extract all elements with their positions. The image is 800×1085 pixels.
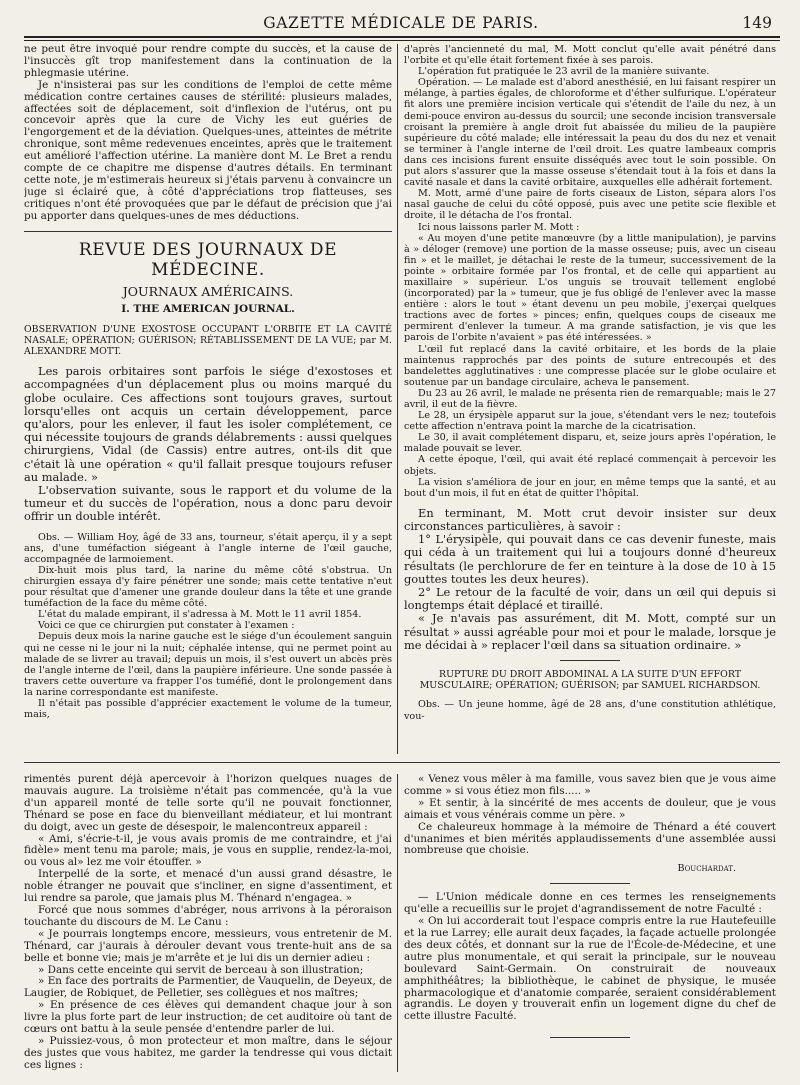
paragraph: Le 28, un érysipèle apparut sur la joue, s'étendant vers le nez; toutefois cette affection n'entrava point la marche de la cicatrisation. bbox=[404, 410, 776, 433]
paragraph: ne peut être invoqué pour rendre compte du succès, et la cause de l'insuccès gît trop manifestement dans la continuation de la phlegmasie utérine. bbox=[24, 44, 392, 79]
journal-heading: I. THE AMERICAN JOURNAL. bbox=[121, 302, 295, 315]
observation-paragraph: Voici ce que ce chirurgien put constater à l'examen : bbox=[38, 620, 295, 632]
observation-paragraph: Obs. — William Hoy, âgé de 33 ans, tourneur, s'était aperçu, il y a sept ans, d'une tuméfaction siégeant à l'angle interne de l'œil gauche, accompagnée de larmoiement. bbox=[24, 531, 392, 565]
paragraph: Je n'insisterai pas sur les conditions de l'emploi de cette même médication contre certaines causes de stérilité: plusieurs malades, affectées soit de déplacement, soit d'inflexion de l'utérus, ont pu concevoir après que la cure de Vichy les eut guéries de l'engorgement et de la déviation. Quelques-unes, atteintes de métrite chronique, sont même redevenues enceintes, après que le traitement eut amélioré l'affection utérine. La manière dont M. Le Bret a rendu compte de ce chapitre me dispense d'autres détails. En terminant cette note, je m'estimerais heureux si j'étais parvenu à convaincre un juge si éclairé que, à côté d'appréciations trop flatteuses, ses critiques n'ont été provoquées que par le défaut de précision que j'ai pu apporter dans quelques-unes de mes déductions. bbox=[24, 78, 392, 222]
paragraph: En terminant, M. Mott crut devoir insister sur deux circonstances particulières, à savoir : bbox=[404, 505, 776, 534]
paragraph: — L'Union médicale donne en ces termes les renseignements qu'elle a recueillis sur le projet d'agrandissement de notre Faculté : bbox=[404, 891, 776, 916]
observation-paragraph: Dix-huit mois plus tard, la narine du même côté s'obstrua. Un chirurgien essaya d'y faire pénétrer une sonde; mais cette tentative n'eut pour résultat que d'amener une grande douleur dans la tête et une grande tuméfaction de la face du même côté. bbox=[24, 564, 392, 610]
journal-title: GAZETTE MÉDICALE DE PARIS. bbox=[263, 14, 539, 32]
paragraph: La vision s'améliora de jour en jour, en même temps que la santé, et au bout d'un mois, il fut en état de quitter l'hôpital. bbox=[404, 476, 776, 499]
quote: « Ami, s'écrie-t-il, je vous avais promis de me contraindre, et j'ai fidèle» ment tenu ma parole; mais, je vous en supplie, rendez-la-moi, ou vous al» lez me voir étouffer. » bbox=[24, 832, 392, 869]
quote: « On lui accorderait tout l'espace compris entre la rue Hautefeuille et la rue Larrey; elle aurait deux façades, la façade actuelle prolongée des deux côtés, et donnant sur la rue de l'École-de-Médecine, et une autre plus monumentale, et qui serait la principale, sur le nouveau boulevard Saint-Germain. On construirait de nouveaux amphithéâtres; la bibliothèque, le cabinet de physique, le musée pharmacologique et d'anatomie comparée, seraient considérablement agrandis. Le doyen y trouverait enfin un logement digne du chef de cette illustre Faculté. bbox=[404, 915, 776, 1023]
column-3 bbox=[24, 774, 392, 1074]
column-1 bbox=[24, 44, 392, 756]
paragraph: d'après l'ancienneté du mal, M. Mott conclut qu'elle avait pénétré dans l'orbite et qu'elle était fortement fixée à ses parois. bbox=[404, 44, 776, 67]
observation-paragraph: L'état du malade empirant, il s'adressa à M. Mott le 11 avril 1854. bbox=[38, 609, 362, 621]
section-divider bbox=[24, 762, 780, 763]
quote: » Et sentir, à la sincérité de mes accents de douleur, que je vous aimais et vous vénérais comme un père. » bbox=[404, 796, 776, 821]
paragraph: Forcé que nous sommes d'abréger, nous arrivons à la péroraison touchante du discours de M. Le Canu : bbox=[24, 903, 392, 928]
column-divider-top bbox=[397, 44, 398, 754]
column-2 bbox=[404, 44, 776, 756]
paragraph: M. Mott, armé d'une paire de forts ciseaux de Liston, sépara alors l'os nasal gauche de celui du côté opposé, puis avec une petite scie flexible et droite, il le détacha de l'os frontal. bbox=[404, 188, 776, 222]
observation-paragraph: Obs. — Un jeune homme, âgé de 28 ans, d'une constitution athlétique, vou- bbox=[404, 699, 776, 722]
paragraph: Ce chaleureux hommage à la mémoire de Thénard a été couvert d'unanimes et bien mérités applaudissements d'une assemblée aussi nombreuse que choisie. bbox=[404, 820, 776, 857]
quote: » Dans cette enceinte qui servit de berceau à son illustration; bbox=[38, 963, 364, 976]
page-number: 149 bbox=[742, 14, 772, 32]
paragraph: Opération. — Le malade est d'abord anesthésié, en lui faisant respirer un mélange, à parties égales, de chloroforme et d'éther sulfurique. L'opérateur fit alors une première incision verticale qui s'étendit de l'aile du nez, à un demi-pouce environ au-dessus du sourcil; une seconde incision transversale croisant la première à angle droit fut abaissée du milieu de la paupière supérieure du côté malade; elle intéressait la peau du dos du nez et venait se terminer à l'angle interne de l'œil droit. Les quatre lambeaux compris dans ces incisions furent ensuite disséqués avec tout le soin possible. On put alors s'assurer que la masse osseuse s'étendait tout à la fois et dans la cavité nasale et dans la cavité orbitaire, auxquelles elle adhérait fortement. bbox=[404, 77, 776, 189]
divider bbox=[24, 231, 392, 232]
paragraph: rimentés purent déjà apercevoir à l'horizon quelques nuages de mauvais augure. La troisième n'était pas commencée, qu'à la vue d'un appareil monté de telle sorte qu'il ne pouvait fonctionner, Thénard se pose en face du bienveillant médiateur, et lui montrant du doigt, avec un geste de désespoir, le malencontreux appareil : bbox=[24, 774, 392, 833]
quote: « Je pourrais longtemps encore, messieurs, vous entretenir de M. Thénard, car j'aurais à dérouler devant vous trente-huit ans de sa belle et bonne vie; mais je m'arrête et je lui dis un dernier adieu : bbox=[24, 927, 392, 964]
quote: » Puissiez-vous, ô mon protecteur et mon maître, dans le séjour des justes que vous habitez, me garder la tendresse qui vous dictait ces lignes : bbox=[24, 1034, 392, 1071]
quote: » En présence de ces élèves qui demandent chaque jour à son livre la plus forte part de leur instruction; de cet auditoire où tant de cœurs ont battu à la seule pensée d'entendre parler de lui. bbox=[24, 999, 392, 1036]
section-heading: REVUE DES JOURNAUX DE MÉDECINE. bbox=[78, 239, 338, 280]
article-title: RUPTURE DU DROIT ABDOMINAL A LA SUITE D'UN EFFORT MUSCULAIRE; OPÉRATION; GUÉRISON; par SAMUEL RICHARDSON. bbox=[419, 669, 761, 692]
observation-paragraph: Depuis deux mois la narine gauche est le siége d'un écoulement sanguin qui ne cesse ni le jour ni la nuit; céphalée intense, qui ne permet point au malade de se livrer au travail; depuis un mois, il s'est ouvert un abcès près de l'angle interne de l'œil, dans la paupière inférieure. Une sonde passée à travers cette ouverture va frapper l'os tuméfié, dont le prolongement dans la narine correspondante est manifeste. bbox=[24, 631, 392, 698]
divider bbox=[560, 660, 620, 661]
paragraph: 2° Le retour de la faculté de voir, dans un œil qui depuis si longtemps était déplacé et tiraillé. bbox=[404, 585, 776, 613]
article-title: OBSERVATION D'UNE EXOSTOSE OCCUPANT L'ORBITE ET LA CAVITÉ NASALE; OPÉRATION; GUÉRISON; RÉTABLISSEMENT DE LA VUE; par M. ALEXANDRE MOTT. bbox=[24, 323, 392, 357]
quote: » En face des portraits de Parmentier, de Vauquelin, de Deyeux, de Laugier, de Robiquet, de Pelletier, ses collègues et nos maîtres; bbox=[24, 975, 392, 1000]
signature: Bouchardat. bbox=[677, 863, 736, 875]
paragraph: L'observation suivante, sous le rapport et du volume de la tumeur et du succès de l'opération, nous a donc paru devoir offrir un double intérêt. bbox=[24, 483, 392, 524]
paragraph: L'œil fut replacé dans la cavité orbitaire, et les bords de la plaie maintenus rapprochés par des points de suture entrecoupés et des bandelettes agglutinatives : une compresse placée sur le globe oculaire et soutenue par un bandage circulaire, acheva le pansement. bbox=[404, 343, 776, 388]
paragraph: L'opération fut pratiquée le 23 avril de la manière suivante. bbox=[418, 66, 710, 78]
paragraph: Les parois orbitaires sont parfois le siége d'exostoses et accompagnées d'un déplacement plus ou moins marqué du globe oculaire. Ces affections sont toujours graves, surtout lorsqu'elles ont acquis un certain développement, parce qu'alors, pour les enlever, il faut les isoler complétement, ce qui nécessite toujours de grands délabrements : aussi quelques chirurgiens, Vidal (de Cassis) entre autres, ont-ils dit que c'était là une opération « qu'il fallait presque toujours refuser au malade. » bbox=[24, 364, 392, 484]
subsection-heading: JOURNAUX AMÉRICAINS. bbox=[122, 283, 294, 299]
paragraph: 1° L'érysipèle, qui pouvait dans ce cas devenir funeste, mais qui céda à un traitement qui lui a toujours donné d'heureux résultats (le perchlorure de fer en teinture à la dose de 10 à 15 gouttes toutes les deux heures). bbox=[404, 532, 776, 586]
page-header bbox=[26, 12, 776, 36]
column-4 bbox=[404, 774, 776, 1074]
divider bbox=[550, 883, 630, 884]
column-divider-bottom bbox=[397, 774, 398, 1072]
paragraph: A cette époque, l'œil, qui avait été replacé commençait à percevoir les objets. bbox=[404, 454, 776, 477]
observation-paragraph: Il n'était pas possible d'apprécier exactement le volume de la tumeur, mais, bbox=[24, 698, 392, 721]
paragraph: Du 23 au 26 avril, le malade ne présenta rien de remarquable; mais le 27 avril, il eut de la fièvre. bbox=[404, 387, 776, 410]
paragraph: Le 30, il avait complétement disparu, et, seize jours après l'opération, le malade pouvait se lever. bbox=[404, 432, 776, 455]
divider bbox=[550, 1037, 630, 1038]
quote: « Je n'avais pas assurément, dit M. Mott, compté sur un résultat » aussi agréable pour moi et pour le malade, lorsque je me décidai à » replacer l'œil dans sa situation ordinaire. » bbox=[404, 611, 776, 652]
paragraph: Ici nous laissons parler M. Mott : bbox=[418, 221, 580, 233]
quote: « Venez vous mêler à ma famille, vous savez bien que je vous aime comme » si vous étiez mon fils..... » bbox=[404, 774, 776, 797]
quote: « Au moyen d'une petite manœuvre (by a little manipulation), je parvins à » déloger (remove) une portion de la masse osseuse; puis, avec un ciseau fin » et le maillet, je détachai le reste de la tumeur, successivement de la pointe » orbitaire formée par l'os frontal, et de celle qui appartient au maxillaire » supérieur. L'os unguis se trouvait tellement englobé (incorporated) par la » tumeur, que je fus obligé de l'enlever avec la masse entière : alors le tout » étant devenu un peu mobile, j'exerçai quelques tractions avec de fortes » pinces; enfin, quelques coups de ciseaux me permirent d'enlever la tumeur. A ma grande satisfaction, je vis que les parois de l'orbite n'avaient » pas été intéressées. » bbox=[404, 232, 776, 344]
header-rule bbox=[24, 36, 780, 41]
paragraph: Interpellé de la sorte, et menacé d'un aussi grand désastre, le noble étranger ne pouvait que s'incliner, en signe d'assentiment, et lui rendre sa parole, que jamais plus M. Thénard n'engagea. » bbox=[24, 868, 392, 905]
